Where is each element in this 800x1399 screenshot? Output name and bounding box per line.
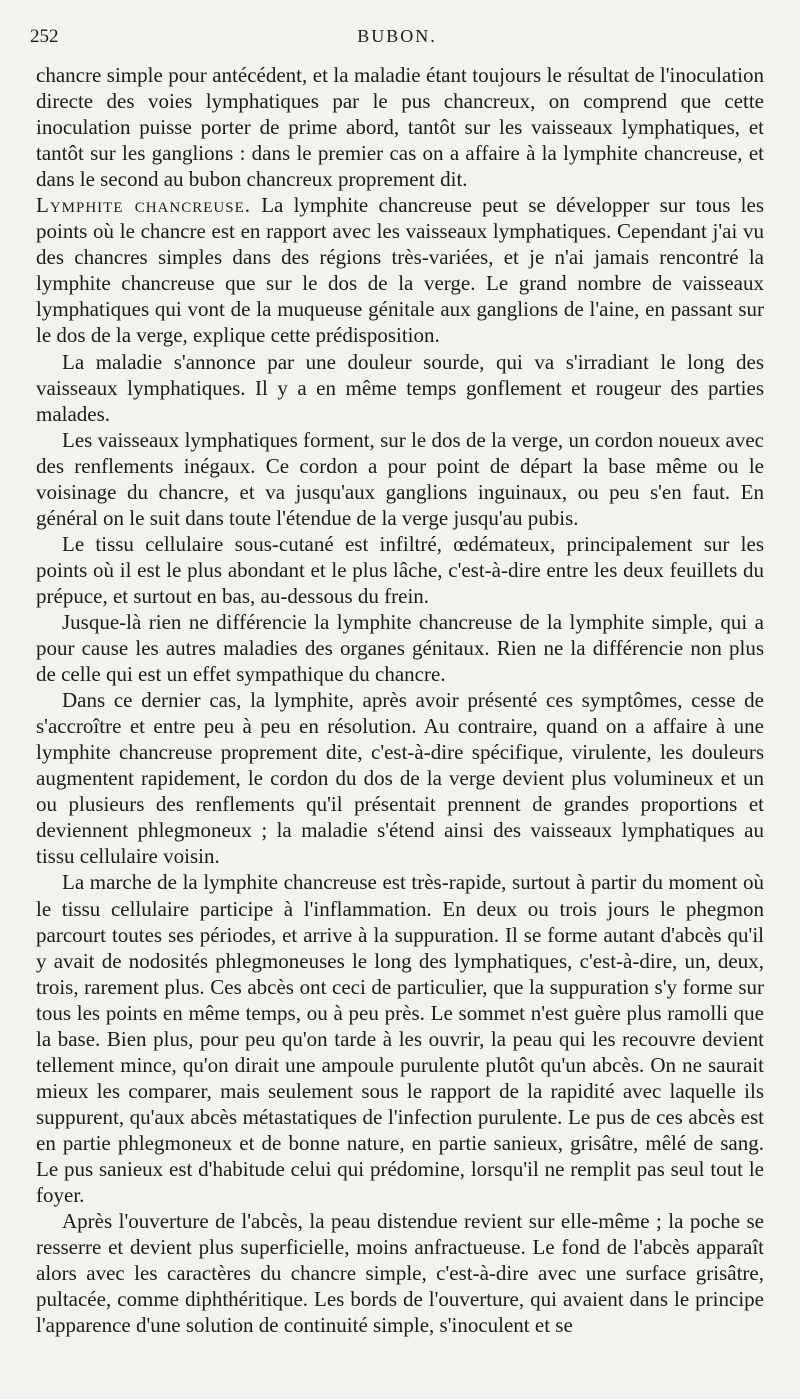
running-head: BUBON. bbox=[357, 26, 437, 46]
paragraph: chancre simple pour antécédent, et la maladie étant toujours le résultat de l'inoculation directe des voies lymphatiques par le pus chancreux, on comprend que cette inoculation puisse porter de prime abord, tantôt sur les vaisseaux lymphatiques, et tantôt sur les ganglions : dans le premier cas on a affaire à la lymphite chancreuse, et dans le second au bubon chancreux proprement dit. bbox=[36, 63, 764, 192]
paragraph: Dans ce dernier cas, la lymphite, après avoir présenté ces symptômes, cesse de s'accroître et entre peu à peu en résolution. Au contraire, quand on a affaire à une lymphite chancreuse proprement dite, c'est-à-dire spécifique, virulente, les douleurs augmentent rapidement, le cordon du dos de la verge devient plus volumineux et un ou plusieurs des renflements qu'il présentait prennent de grandes proportions et deviennent phlegmoneux ; la maladie s'étend ainsi des vaisseaux lymphatiques au tissu cellulaire voisin. bbox=[36, 688, 764, 869]
paragraph: Les vaisseaux lymphatiques forment, sur le dos de la verge, un cordon noueux avec des renflements inégaux. Ce cordon a pour point de départ la base même ou le voisinage du chancre, et va jusqu'aux ganglions inguinaux, ou peu s'en faut. En général on le suit dans toute l'étendue de la verge jusqu'au pubis. bbox=[36, 427, 764, 530]
paragraph: Le tissu cellulaire sous-cutané est infiltré, œdémateux, principalement sur les points où il est le plus abondant et le plus lâche, c'est-à-dire entre les deux feuillets du prépuce, et surtout en bas, au-dessous du frein. bbox=[36, 531, 764, 608]
paragraph: Jusque-là rien ne différencie la lymphite chancreuse de la lymphite simple, qui a pour cause les autres maladies des organes génitaux. Rien ne la différencie non plus de celle qui est un effet sympathique du chancre. bbox=[36, 609, 764, 687]
paragraph: La marche de la lymphite chancreuse est très-rapide, surtout à partir du moment où le tissu cellulaire participe à l'inflammation. En deux ou trois jours le phegmon parcourt toutes ses périodes, et arrive à la suppuration. Il se forme autant d'abcès qu'il y avait de nodosités phlegmoneuses le long des lymphatiques, c'est-à-dire, un, deux, trois, rarement plus. Ces abcès ont ceci de particulier, que la suppuration s'y forme sur tous les points en même temps, ou à peu près. Le sommet n'est guère plus ramolli que la base. Bien plus, pour peu qu'on tarde à les ouvrir, la peau qui les recouvre devient tellement mince, qu'on dirait une ampoule purulente plutôt qu'un abcès. On ne saurait mieux les comparer, mais seulement sous le rapport de la rapidité avec laquelle ils suppurent, qu'aux abcès métastatiques de l'infection purulente. Le pus de ces abcès est en partie phlegmoneux et de bonne nature, en partie sanieux, grisâtre, mêlé de sang. Le pus sanieux est d'habitude celui qui prédomine, lorsqu'il ne remplit pas seul tout le foyer. bbox=[36, 870, 764, 1208]
paragraph: La maladie s'annonce par une douleur sourde, qui va s'irradiant le long des vaisseaux lymphatiques. Il y a en même temps gonflement et rougeur des parties malades. bbox=[36, 349, 764, 426]
page-header bbox=[30, 26, 764, 56]
section-lead: Lymphite chancreuse. bbox=[36, 193, 251, 218]
body-text bbox=[36, 62, 764, 1338]
paragraph: Après l'ouverture de l'abcès, la peau distendue revient sur elle-même ; la poche se resserre et devient plus superficielle, moins anfractueuse. Le fond de l'abcès apparaît alors avec les caractères du chancre simple, c'est-à-dire avec une surface grisâtre, pultacée, comme diphthéritique. Les bords de l'ouverture, qui avaient dans le principe l'apparence d'une solution de continuité simple, s'inoculent et se bbox=[36, 1209, 764, 1338]
page-number: 252 bbox=[30, 26, 59, 47]
paragraph: Lymphite chancreuse. La lymphite chancreuse peut se développer sur tous les points où le chancre est en rapport avec les vaisseaux lymphatiques. Cependant j'ai vu des chancres simples dans des régions très-variées, et je n'ai jamais rencontré la lymphite chancreuse que sur le dos de la verge. Le grand nombre de vaisseaux lymphatiques qui vont de la muqueuse génitale aux ganglions de l'aine, en passant sur le dos de la verge, explique cette prédisposition. bbox=[36, 193, 765, 348]
